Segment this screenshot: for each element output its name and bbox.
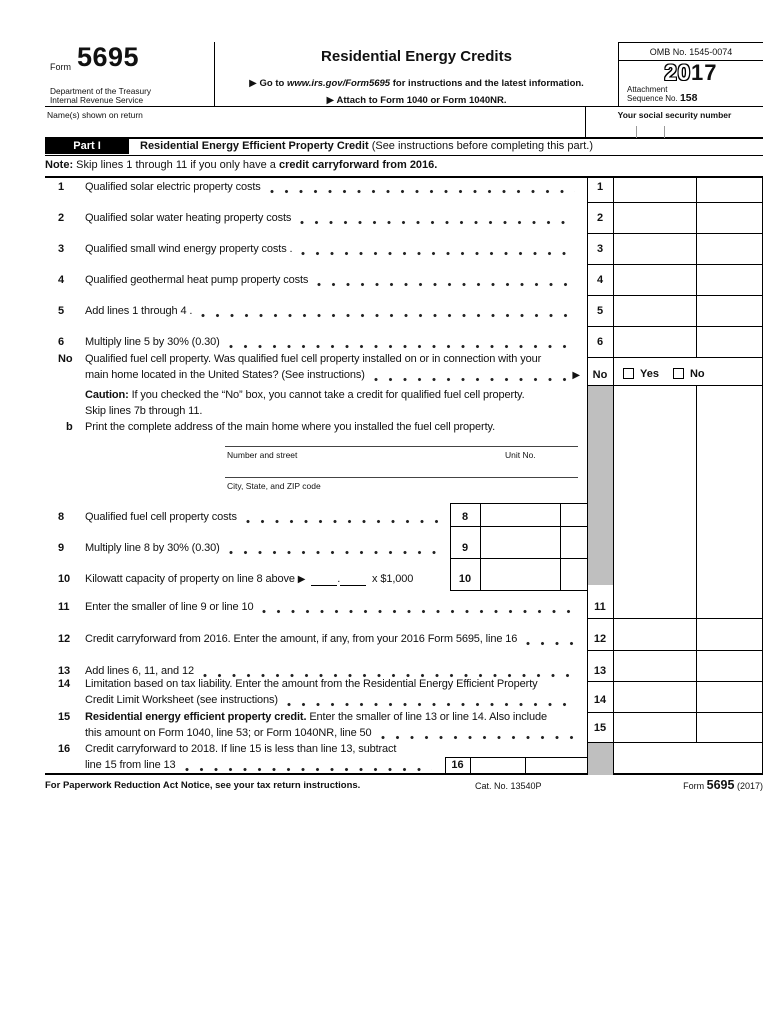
footer-form-id (683, 778, 763, 792)
form-header (45, 40, 763, 106)
year-outline: 20 (664, 60, 691, 85)
irs-url: www.irs.gov/Form5695 (286, 78, 391, 89)
grid-number-10: 10 (458, 573, 472, 585)
form-word: Form (50, 62, 71, 72)
line-10-label-wrap (85, 573, 413, 586)
footer-form-number: 5695 (706, 778, 735, 792)
caution-row-2 (45, 405, 585, 420)
line-7b-number: b (66, 421, 73, 433)
grid-line (587, 233, 763, 234)
dotted-leader (229, 550, 438, 555)
line-12-number: 12 (58, 633, 70, 645)
sequence-label: Sequence No. (627, 94, 680, 103)
grid-line (450, 503, 587, 504)
line-7a-number: No (58, 353, 73, 365)
year-bold: 17 (691, 60, 718, 85)
line-6-label: Multiply line 5 by 30% (0.30) (85, 336, 220, 348)
dotted-leader (185, 767, 432, 772)
line-14-text-2: Credit Limit Worksheet (see instructions) (85, 694, 278, 706)
line-15-row-2 (45, 727, 580, 742)
instr1-pre: Go to (259, 78, 287, 89)
grid-number-2: 2 (596, 212, 604, 224)
omb-box (618, 42, 763, 106)
dotted-leader (301, 251, 575, 256)
grid-line (587, 202, 763, 203)
line-7a-yes-checkbox[interactable] (623, 368, 634, 379)
form-title: Residential Energy Credits (321, 48, 512, 65)
line-15-row-1 (45, 711, 585, 726)
grid-line (587, 712, 763, 713)
dotted-leader (374, 377, 568, 382)
line-3-number: 3 (58, 243, 64, 255)
line-4-number: 4 (58, 274, 64, 286)
caution-body-1: If you checked the “No” box, you cannot take a credit for qualified fuel cell property. (131, 389, 525, 401)
line-7a-no-checkbox[interactable] (673, 368, 684, 379)
shaded-cell (588, 385, 613, 585)
kilowatt-whole-input[interactable] (311, 573, 337, 586)
line-16-number: 16 (58, 743, 70, 755)
grid-line (587, 264, 763, 265)
unit-no-input[interactable] (480, 431, 578, 446)
line-16-amount-field[interactable] (471, 758, 586, 774)
kilowatt-decimal-point: . (337, 573, 341, 585)
line-14-text-1: Limitation based on tax liability. Enter the amount from the Residential Energy Efficient Property (85, 678, 538, 690)
grid-number-11: 11 (594, 601, 606, 613)
line-15-number: 15 (58, 711, 70, 723)
unit-no-label: Unit No. (505, 450, 536, 460)
city-state-zip-input[interactable] (225, 462, 578, 477)
line-3-label: Qualified small wind energy property costs . (85, 243, 293, 255)
kilowatt-fraction-input[interactable] (340, 573, 366, 586)
ssn-label: Your social security number (617, 110, 732, 120)
instruction-line-2 (215, 95, 618, 106)
shaded-cell (588, 742, 613, 775)
caution-body-2: Skip lines 7b through 11. (85, 405, 203, 417)
grid-number-3: 3 (596, 243, 604, 255)
address-underline (225, 446, 578, 447)
grid-line (613, 178, 614, 775)
catalog-number: Cat. No. 13540P (475, 781, 542, 791)
line-9-amount-field[interactable] (481, 537, 586, 557)
title-box (215, 42, 618, 106)
caution-row-1 (45, 389, 585, 404)
line-16-text-1: Credit carryforward to 2018. If line 15 is less than line 13, subtract (85, 743, 397, 755)
part1-title-bold: Residential Energy Efficient Property Credit (140, 140, 369, 152)
caution-text-1 (85, 389, 525, 401)
line-10-multiplier: x $1,000 (372, 573, 414, 585)
dotted-leader (229, 344, 575, 349)
instruction-line-1 (215, 78, 618, 89)
line-9-number: 9 (58, 542, 64, 554)
grid-number-14: 14 (593, 694, 607, 706)
line-3-row (45, 243, 580, 258)
note-text: Skip lines 1 through 11 if you only have a (76, 159, 276, 171)
grid-number-9: 9 (461, 542, 469, 554)
number-street-input[interactable] (225, 431, 480, 446)
grid-line (762, 178, 763, 775)
address-underline (225, 477, 578, 478)
line-12-label: Credit carryforward from 2016. Enter the amount, if any, from your 2016 Form 5695, line 16 (85, 633, 518, 645)
dotted-leader (317, 282, 575, 287)
name-input[interactable] (45, 119, 583, 137)
part1-note (45, 156, 763, 178)
grid-line (587, 385, 763, 386)
line-15-text-2: this amount on Form 1040, line 53; or Form 1040NR, line 50 (85, 727, 372, 739)
line-2-row (45, 212, 580, 227)
line-4-amount-field[interactable] (614, 273, 762, 294)
grid-number-6: 6 (596, 336, 604, 348)
line-9-row (45, 542, 443, 557)
footer-form-year: (2017) (734, 781, 763, 791)
line-8-row (45, 511, 443, 526)
line-15-text-1: Enter the smaller of line 13 or line 14. Also include (309, 711, 547, 723)
line-2-amount-field[interactable] (614, 211, 762, 232)
dotted-leader (246, 519, 438, 524)
dotted-leader (262, 609, 575, 614)
line-10-amount-field[interactable] (481, 569, 586, 589)
form-number: 5695 (77, 42, 140, 72)
yes-label: Yes (640, 368, 659, 380)
dotted-leader (287, 702, 575, 707)
dotted-leader (300, 220, 575, 225)
dotted-leader (381, 735, 575, 740)
line-10-row (45, 573, 443, 588)
grid-number-12: 12 (593, 633, 607, 645)
grid-number-5: 5 (596, 305, 604, 317)
tax-year (619, 62, 763, 84)
line-1-amount-field[interactable] (614, 180, 762, 201)
line-11-label: Enter the smaller of line 9 or line 10 (85, 601, 254, 613)
grid-line (450, 558, 587, 559)
grid-number-1: 1 (596, 181, 604, 193)
line-8-number: 8 (58, 511, 64, 523)
grid-line (450, 526, 587, 527)
line-8-label: Qualified fuel cell property costs (85, 511, 237, 523)
line-11-number: 11 (58, 601, 70, 613)
dotted-leader (270, 189, 575, 194)
line-7a-text-2: main home located in the United States? (See instructions) (85, 369, 365, 381)
name-row (45, 106, 763, 139)
grid-line (587, 650, 763, 651)
line-4-label: Qualified geothermal heat pump property costs (85, 274, 309, 286)
grid-line (587, 742, 763, 743)
line-14-row-1 (45, 678, 585, 693)
ssn-input[interactable] (586, 119, 764, 137)
line-16-row-2 (45, 759, 437, 774)
note-label: Note: (45, 159, 74, 171)
line-5-amount-field[interactable] (614, 304, 762, 325)
line-8-amount-field[interactable] (481, 505, 586, 525)
line-13-amount-field[interactable] (614, 659, 762, 680)
cents-divider (696, 178, 697, 358)
part1-body (45, 178, 763, 775)
note-bold: credit carryforward from 2016. (279, 159, 438, 171)
number-street-label: Number and street (227, 450, 298, 460)
footer-form-word: Form (683, 781, 707, 791)
form-number-box (45, 42, 215, 106)
part1-badge: Part I (45, 139, 129, 154)
grid-line (587, 326, 763, 327)
line-6-row (45, 336, 580, 351)
grid-line (587, 295, 763, 296)
line-1-row (45, 181, 580, 196)
arrow-icon: ▶ (326, 95, 335, 106)
part1-title-note: (See instructions before completing this part.) (371, 140, 594, 152)
line-7a-row-1 (45, 353, 585, 368)
line-13-label: Add lines 6, 11, and 12 (85, 665, 194, 677)
part1-header (45, 139, 763, 156)
line-4-row (45, 274, 580, 289)
no-label: No (689, 368, 705, 380)
instr1-post: for instructions and the latest information. (390, 78, 584, 89)
line-1-label: Qualified solar electric property costs (85, 181, 261, 193)
grid-number-16: 16 (451, 759, 464, 771)
omb-number: OMB No. 1545-0074 (619, 43, 763, 61)
arrow-icon: ▶ (249, 78, 257, 89)
city-state-zip-label: City, State, and ZIP code (227, 481, 321, 491)
instr2-text: Attach to Form 1040 or Form 1040NR. (336, 95, 507, 106)
grid-line (587, 681, 763, 682)
line-7a-text-1: Qualified fuel cell property. Was qualified fuel cell property installed on or in connection with your (85, 353, 542, 365)
line-11-row (45, 601, 580, 616)
part1-title (140, 140, 593, 152)
line-7b-text: Print the complete address of the main home where you installed the fuel cell property. (85, 421, 496, 433)
attachment-label: Attachment (627, 85, 668, 94)
grid-number-13: 13 (593, 665, 607, 677)
line-12-row (45, 633, 580, 648)
line-11-amount-field[interactable] (614, 596, 762, 617)
line-16-text-2: line 15 from line 13 (85, 759, 176, 771)
line-9-label: Multiply line 8 by 30% (0.30) (85, 542, 220, 554)
grid-number-4: 4 (596, 274, 604, 286)
arrow-icon: ▶ (572, 370, 580, 381)
line-5-row (45, 305, 580, 320)
line-7a-yes-no-group (623, 366, 719, 382)
line-16-row-1 (45, 743, 585, 758)
grid-line (587, 357, 763, 358)
agency-line2: Internal Revenue Service (50, 95, 144, 105)
line-5-label: Add lines 1 through 4 . (85, 305, 193, 317)
line-12-amount-field[interactable] (614, 628, 762, 649)
line-15-text-1-wrap (85, 711, 547, 723)
line-14-number: 14 (58, 678, 70, 690)
line-2-number: 2 (58, 212, 64, 224)
paperwork-notice: For Paperwork Reduction Act Notice, see your tax return instructions. (45, 780, 361, 791)
dotted-leader (201, 313, 575, 318)
line-7a-row-2 (45, 369, 580, 384)
line-14-amount-field[interactable] (614, 690, 762, 711)
line-15-bold: Residential energy efficient property credit. (85, 711, 307, 723)
grid-number-8: 8 (461, 511, 469, 523)
agency-line1: Department of the Treasury (50, 86, 151, 96)
line-10-number: 10 (58, 573, 70, 585)
line-6-number: 6 (58, 336, 64, 348)
arrow-icon: ▶ (297, 574, 306, 585)
grid-number-15: 15 (593, 722, 607, 734)
caution-label: Caution: (85, 389, 129, 401)
line-15-amount-field[interactable] (614, 720, 762, 741)
grid-line (587, 618, 763, 619)
ssn-box (585, 107, 763, 138)
sequence-no: 158 (679, 92, 698, 104)
line-5-number: 5 (58, 305, 64, 317)
name-label: Name(s) shown on return (47, 110, 143, 120)
grid-line (450, 590, 587, 591)
line-1-number: 1 (58, 181, 64, 193)
cents-divider (696, 385, 697, 742)
line-14-row-2 (45, 694, 580, 709)
sequence-number (627, 92, 697, 104)
grid-number-7a: No (592, 369, 608, 381)
line-6-amount-field[interactable] (614, 335, 762, 356)
line-13-number: 13 (58, 665, 70, 677)
dotted-leader (526, 641, 575, 646)
line-3-amount-field[interactable] (614, 242, 762, 263)
line-10-label: Kilowatt capacity of property on line 8 above (85, 573, 295, 585)
line-2-label: Qualified solar water heating property costs (85, 212, 292, 224)
